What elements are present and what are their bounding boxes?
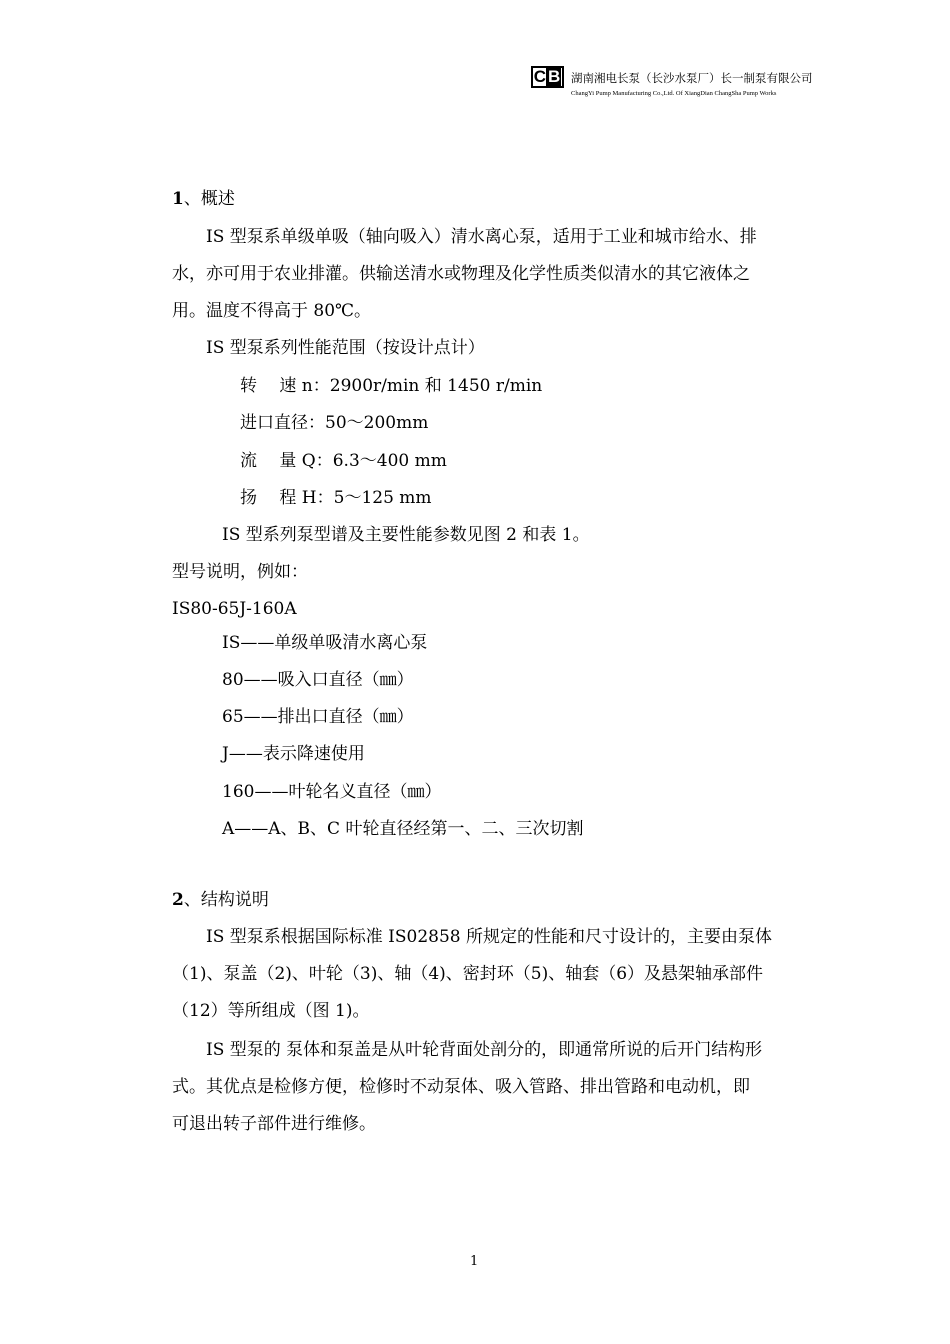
model-part: 65——排出口直径（㎜）: [222, 707, 414, 727]
section2-paragraph-line: IS 型泵的 泵体和泵盖是从叶轮背面处剖分的，即通常所说的后开门结构形: [206, 1040, 763, 1060]
logo-letter-b: B: [548, 67, 560, 86]
section2-paragraph-line: （1)、泵盖（2)、叶轮（3)、轴（4)、密封环（5)、轴套（6）及悬架轴承部件: [172, 964, 764, 984]
section1-title: 、概述: [183, 189, 235, 209]
spec-head: 扬 程 H：5～125 mm: [240, 488, 432, 508]
spec-inlet: 进口直径：50～200mm: [240, 413, 429, 433]
section1-number: 1: [172, 189, 184, 209]
section1-paragraph-line: 用。温度不得高于 80℃。: [172, 301, 372, 321]
model-part: 80——吸入口直径（㎜）: [222, 670, 414, 690]
model-part: A——A、B、C 叶轮直径经第一、二、三次切割: [222, 819, 584, 839]
section2-title: 、结构说明: [183, 890, 269, 910]
range-title: IS 型泵系列性能范围（按设计点计）: [206, 338, 485, 358]
section2-paragraph-line: 式。其优点是检修方便，检修时不动泵体、吸入管路、排出管路和电动机，即: [172, 1077, 750, 1097]
section2-paragraph-line: （12）等所组成（图 1)。: [172, 1001, 370, 1021]
model-intro: 型号说明，例如：: [172, 562, 308, 582]
model-part: J——表示降速使用: [222, 744, 365, 764]
section2-number: 2: [172, 890, 184, 910]
section1-paragraph-line: 水，亦可用于农业排灌。供输送清水或物理及化学性质类似清水的其它液体之: [172, 264, 750, 284]
company-logo: [531, 66, 564, 88]
section1-heading: [172, 188, 235, 210]
spec-flow: 流 量 Q：6.3～400 mm: [240, 451, 447, 471]
model-part: 160——叶轮名义直径（㎜）: [222, 782, 442, 802]
section1-paragraph-line: IS 型泵系单级单吸（轴向吸入）清水离心泵，适用于工业和城市给水、排: [206, 227, 757, 247]
logo-letter-c: C: [533, 67, 545, 86]
spectrum-note: IS 型系列泵型谱及主要性能参数见图 2 和表 1。: [222, 525, 590, 545]
company-name-en: ChangYi Pump Manufacturing Co.,Ltd. Of XiangDian ChangSha Pump Works: [571, 90, 777, 97]
section2-heading: [172, 889, 269, 911]
section2-paragraph-line: IS 型泵系根据国际标准 IS02858 所规定的性能和尺寸设计的，主要由泵体: [206, 927, 773, 947]
page-number: 1: [470, 1254, 479, 1269]
spec-speed: 转 速 n：2900r/min 和 1450 r/min: [240, 376, 543, 396]
model-part: IS——单级单吸清水离心泵: [222, 633, 428, 653]
page-header: [531, 66, 831, 106]
section2-paragraph-line: 可退出转子部件进行维修。: [172, 1114, 376, 1134]
company-name-cn: 湖南湘电长泵（长沙水泵厂）长一制泵有限公司: [571, 73, 813, 85]
model-example: IS80-65J-160A: [172, 599, 297, 619]
